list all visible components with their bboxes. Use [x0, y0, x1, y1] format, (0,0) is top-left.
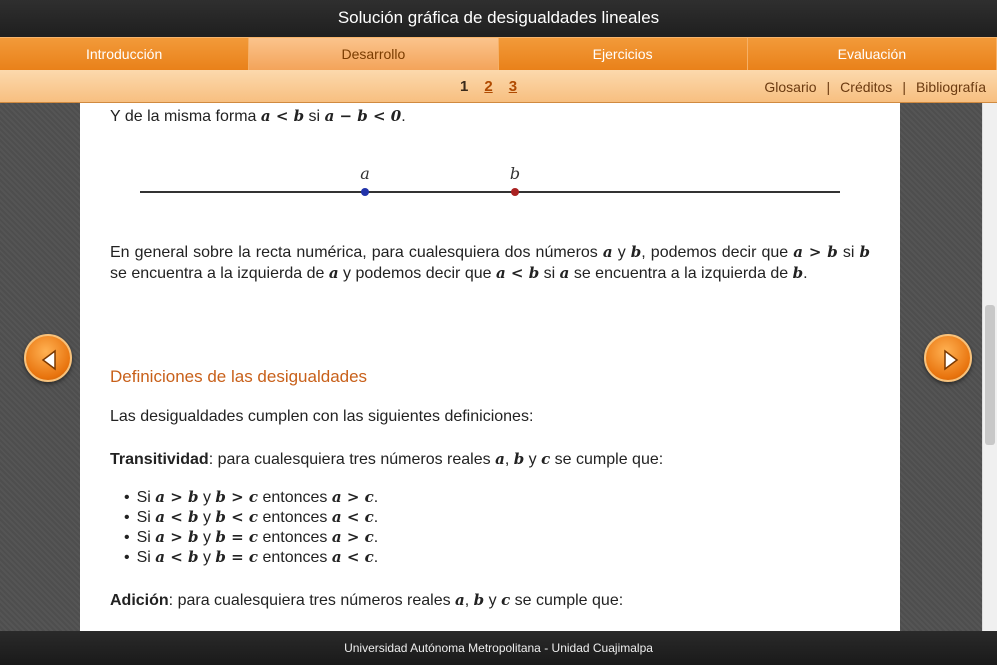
footer: Universidad Autónoma Metropolitana - Unidad Cuajimalpa: [0, 631, 997, 665]
number-line: [140, 158, 840, 203]
lesson-content: [80, 103, 900, 631]
page-2-link[interactable]: 2: [484, 78, 493, 95]
list-item: • Si a > b y b > c entonces a > c.: [124, 487, 378, 507]
arrow-right-icon: [938, 348, 962, 372]
tab-ejercicios[interactable]: Ejercicios: [499, 38, 748, 70]
paragraph-general: En general sobre la recta numérica, para cualesquiera dos números a y b, podemos decir que a > b si b se encuentra a la izquierda de a y podemos decir que a < b si a se encuentra a la izquierda de b.: [110, 243, 870, 282]
arrow-left-icon: [38, 348, 62, 372]
point-a: [361, 188, 369, 196]
label-b: b: [509, 164, 521, 183]
page-1-current: 1: [460, 78, 469, 95]
transitividad-list: [124, 487, 378, 567]
left-panel: [0, 103, 80, 631]
vertical-scrollbar[interactable]: [982, 103, 997, 631]
scrollbar-thumb[interactable]: [985, 305, 995, 445]
label-a: a: [360, 164, 370, 183]
resource-links: [764, 79, 986, 95]
glosario-link[interactable]: Glosario: [764, 79, 817, 95]
math-expression: a − b < 0: [324, 107, 402, 125]
creditos-link[interactable]: Créditos: [840, 79, 893, 95]
transitividad-line: Transitividad: para cualesquiera tres números reales a, b y c se cumple que:: [110, 450, 664, 468]
list-item: • Si a < b y b = c entonces a < c.: [124, 547, 378, 567]
tab-evaluacion[interactable]: Evaluación: [748, 38, 997, 70]
separator: |: [826, 79, 831, 95]
math-expression: a < b: [260, 107, 305, 125]
previous-page-button[interactable]: [24, 334, 72, 382]
adicion-line: Adición: para cualesquiera tres números reales a, b y c se cumple que:: [110, 591, 624, 609]
main-nav: [0, 37, 997, 70]
definitions-intro: Las desigualdades cumplen con las siguientes definiciones:: [110, 408, 534, 425]
right-panel: [900, 103, 982, 631]
list-item: • Si a > b y b = c entonces a > c.: [124, 527, 378, 547]
point-b: [511, 188, 519, 196]
separator: |: [902, 79, 906, 95]
tab-introduccion[interactable]: Introducción: [0, 38, 249, 70]
next-page-button[interactable]: [924, 334, 972, 382]
section-heading: Definiciones de las desigualdades: [110, 367, 368, 386]
page-3-link[interactable]: 3: [508, 78, 518, 95]
bibliografia-link[interactable]: Bibliografía: [915, 79, 986, 95]
list-item: • Si a < b y b < c entonces a < c.: [124, 507, 378, 527]
app-title: Solución gráfica de desigualdades lineales: [0, 0, 997, 37]
tab-desarrollo[interactable]: Desarrollo: [249, 38, 498, 70]
intro-line: Y de la misma forma a < b si a − b < 0.: [110, 107, 406, 125]
page-pager: [460, 78, 517, 95]
sub-nav: [0, 70, 997, 103]
